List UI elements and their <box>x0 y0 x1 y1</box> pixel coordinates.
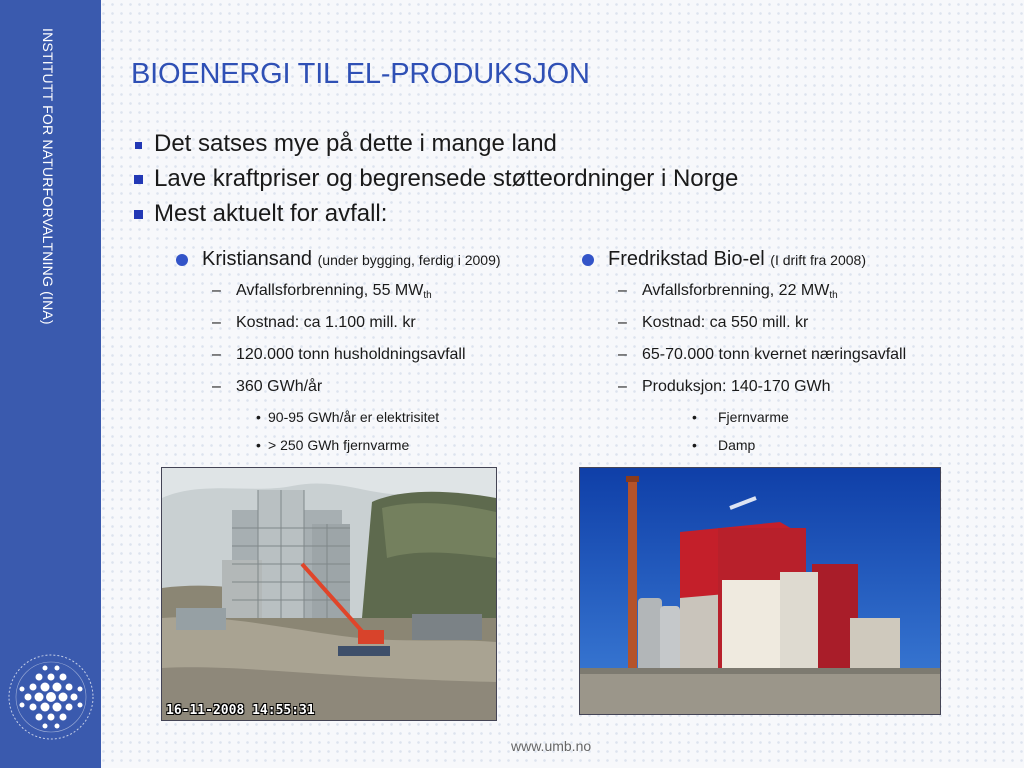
bullet-text: Lave kraftpriser og begrensede støtteordninger i Norge <box>154 165 739 192</box>
dash-bullet-icon: – <box>618 346 627 363</box>
sub-detail-text: > 250 GWh fjernvarme <box>268 437 410 453</box>
sub-detail-item <box>582 403 906 431</box>
institution-label: INSTITUTT FOR NATURFORVALTNING (INA) <box>40 28 56 325</box>
sub-detail-text: Damp <box>718 437 756 453</box>
detail-item <box>176 371 501 403</box>
dot-bullet-icon: • <box>692 409 697 425</box>
square-bullet-icon <box>135 142 142 149</box>
dash-bullet-icon: – <box>212 346 221 363</box>
square-bullet-icon <box>134 175 143 184</box>
slide-title: BIOENERGI TIL EL-PRODUKSJON <box>131 58 590 90</box>
sub-detail-item <box>176 431 501 459</box>
detail-text: 120.000 tonn husholdningsavfall <box>236 346 466 363</box>
detail-text: 65-70.000 tonn kvernet næringsavfall <box>642 346 907 363</box>
sub-detail-item <box>176 403 501 431</box>
sub-detail-text: 90-95 GWh/år er elektrisitet <box>268 409 440 425</box>
detail-item <box>582 275 906 307</box>
bullet-text: Det satses mye på dette i mange land <box>154 130 557 157</box>
round-bullet-icon <box>176 254 188 266</box>
dash-bullet-icon: – <box>618 378 627 395</box>
plant-note: (I drift fra 2008) <box>770 252 866 268</box>
detail-subscript: th <box>829 290 838 301</box>
detail-text: Produksjon: 140-170 GWh <box>642 378 831 395</box>
plant-name: Fredrikstad Bio-el <box>608 248 765 270</box>
power-plant-photo <box>579 467 941 715</box>
dash-bullet-icon: – <box>618 314 627 331</box>
dash-bullet-icon: – <box>618 282 627 299</box>
detail-text: Kostnad: ca 1.100 mill. kr <box>236 314 416 331</box>
bullet-item <box>132 126 738 161</box>
square-bullet-icon <box>134 210 143 219</box>
construction-site-photo <box>161 467 497 721</box>
detail-text: Avfallsforbrenning, 55 MW <box>236 282 424 299</box>
plant-heading <box>582 244 906 275</box>
dot-bullet-icon: • <box>256 437 261 453</box>
bullet-item <box>132 161 738 196</box>
detail-item <box>582 307 906 339</box>
detail-text: Avfallsforbrenning, 22 MW <box>642 282 830 299</box>
round-bullet-icon <box>582 254 594 266</box>
footer-url[interactable]: www.umb.no <box>511 738 592 754</box>
sidebar <box>0 0 101 768</box>
detail-text: 360 GWh/år <box>236 378 323 395</box>
dot-bullet-icon: • <box>692 437 697 453</box>
sub-detail-item <box>582 431 906 459</box>
sub-detail-text: Fjernvarme <box>718 409 789 425</box>
kristiansand-column <box>176 244 501 459</box>
bullet-item <box>132 196 738 231</box>
detail-item <box>176 307 501 339</box>
dash-bullet-icon: – <box>212 282 221 299</box>
plant-heading <box>176 244 501 275</box>
dash-bullet-icon: – <box>212 314 221 331</box>
detail-item <box>582 371 906 403</box>
dash-bullet-icon: – <box>212 378 221 395</box>
plant-name: Kristiansand <box>202 248 313 270</box>
detail-item <box>176 275 501 307</box>
plant-note: (under bygging, ferdig i 2009) <box>317 252 501 268</box>
detail-item <box>176 339 501 371</box>
main-bullet-list <box>132 126 738 231</box>
photo-timestamp: 16-11-2008 14:55:31 <box>166 703 315 718</box>
detail-item <box>582 339 906 371</box>
bullet-text: Mest aktuelt for avfall: <box>154 200 388 227</box>
detail-subscript: th <box>423 290 432 301</box>
fredrikstad-column <box>582 244 906 459</box>
detail-text: Kostnad: ca 550 mill. kr <box>642 314 809 331</box>
dot-bullet-icon: • <box>256 409 261 425</box>
university-logo <box>6 652 96 742</box>
